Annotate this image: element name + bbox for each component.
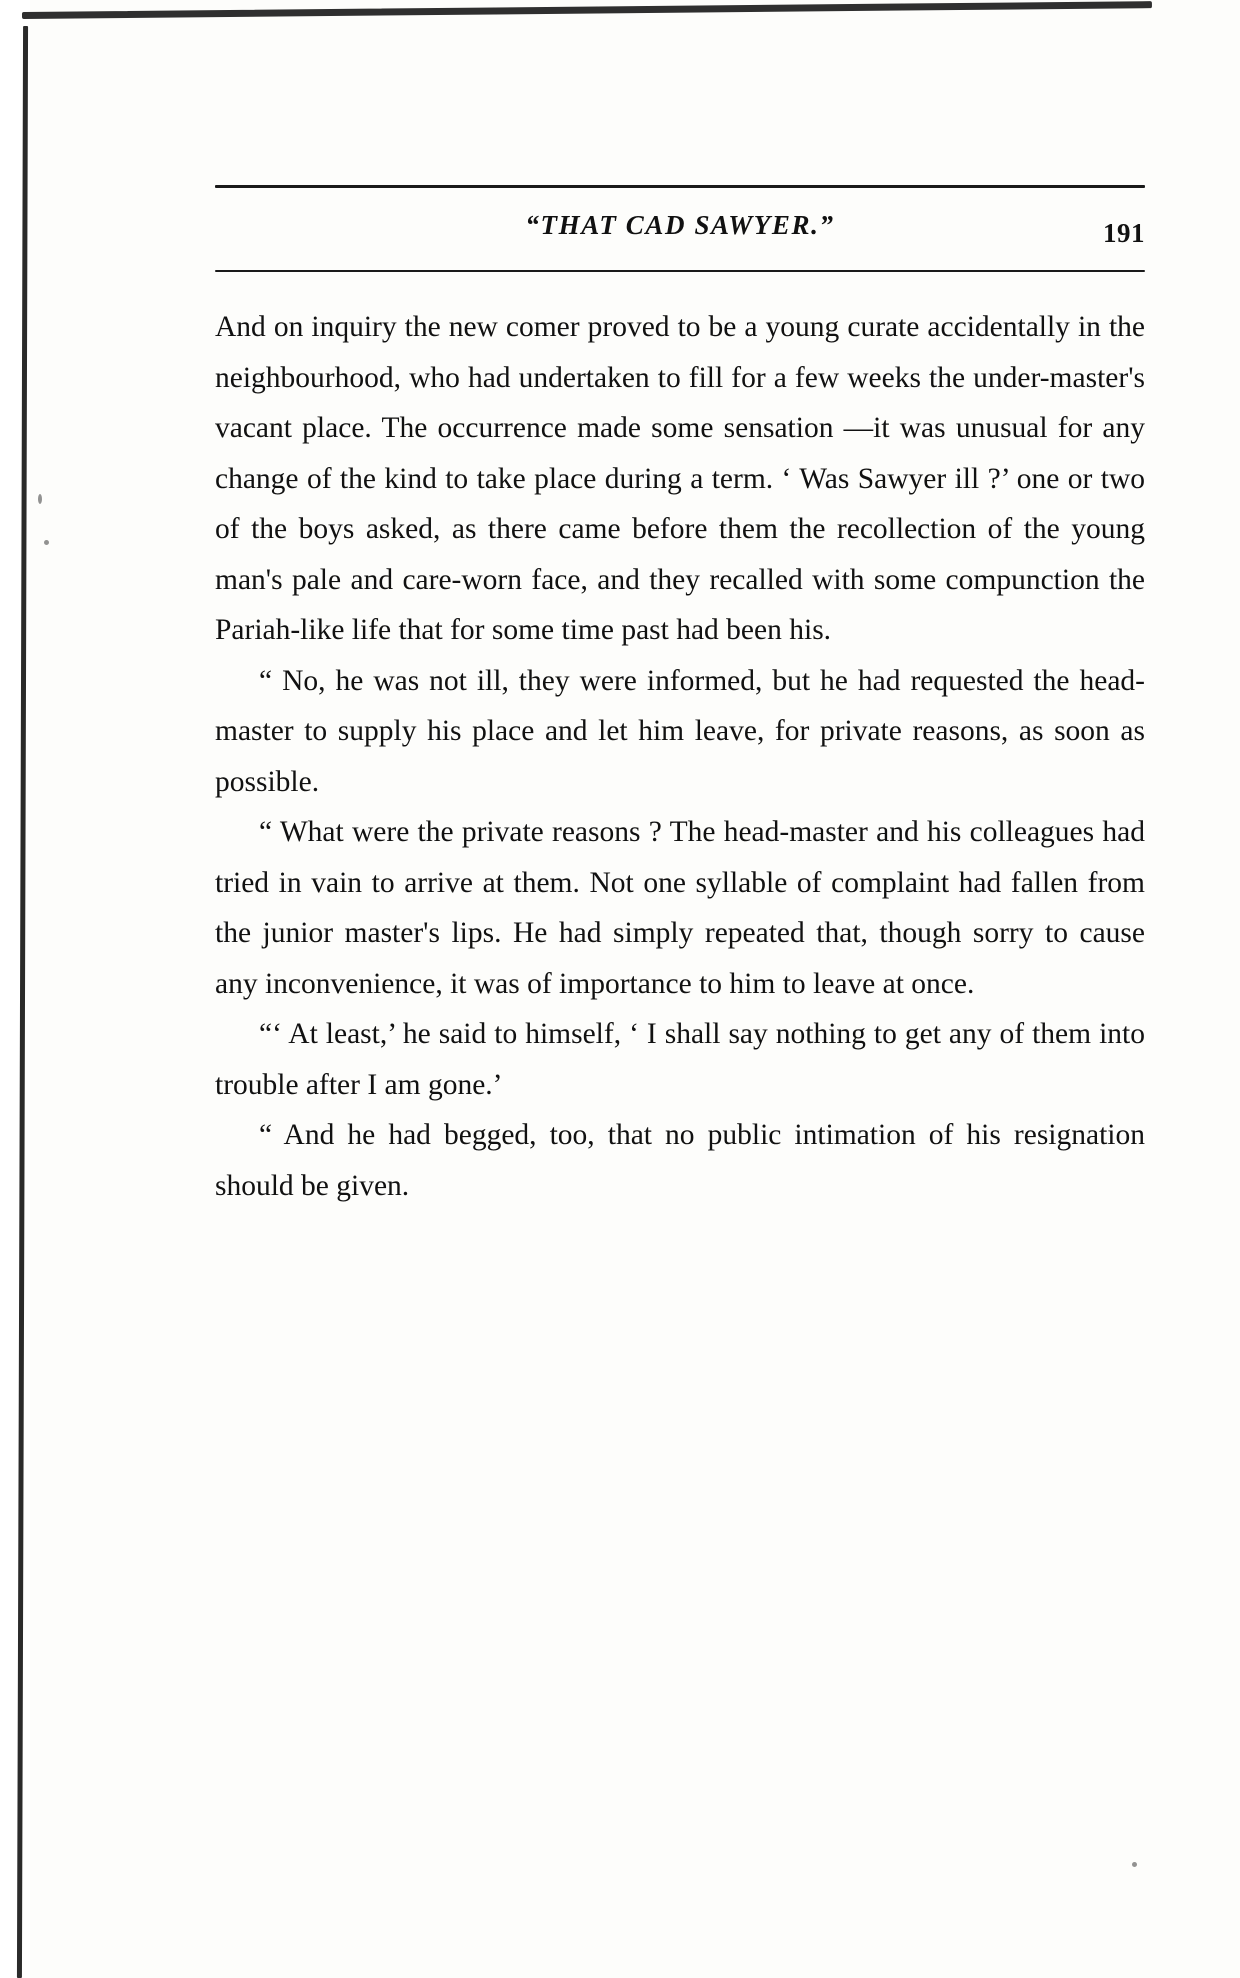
header-rule <box>215 185 1145 188</box>
scan-top-edge-artifact <box>22 1 1152 19</box>
paragraph: “ And he had begged, too, that no public intimation of his resignation should be given. <box>215 1119 1145 1202</box>
paragraph: “ No, he was not ill, they were informed, but he had requested the head-master to supply his place and let him leave, for private reasons, as soon as possible. <box>215 664 1145 798</box>
header-underline-rule <box>215 270 1145 272</box>
running-head <box>215 210 1145 250</box>
page-title: “THAT CAD SAWYER.” <box>525 210 835 240</box>
scan-speck <box>38 494 42 504</box>
body-text <box>215 302 1145 1211</box>
paragraph: And on inquiry the new comer proved to be a young curate accidentally in the neighbourhood, who had undertaken to fill for a few weeks the under-master's vacant place. The occurrence made some sensation —it was unusual for any change of the kind to take place during a term. ‘ Was Sawyer ill ?’ one or two of the boys asked, as there came before them the recollection of the young man's pale and care-worn face, and they recalled with some compunction the Pariah-like life that for some time past had been his. <box>215 311 1145 646</box>
scan-left-edge-artifact <box>0 0 30 1978</box>
scan-speck <box>1132 1862 1137 1867</box>
paragraph: “‘ At least,’ he said to himself, ‘ I shall say nothing to get any of them into trouble after I am gone.’ <box>215 1018 1145 1101</box>
page-number: 191 <box>1103 218 1145 248</box>
paragraph: “ What were the private reasons ? The head-master and his colleagues had tried in vain to arrive at them. Not one syllable of complaint had fallen from the junior master's lips. He had simply repeated that, though sorry to cause any inconvenience, it was of importance to him to leave at once. <box>215 816 1145 1000</box>
page-content <box>215 185 1145 1211</box>
scan-speck <box>44 540 49 545</box>
